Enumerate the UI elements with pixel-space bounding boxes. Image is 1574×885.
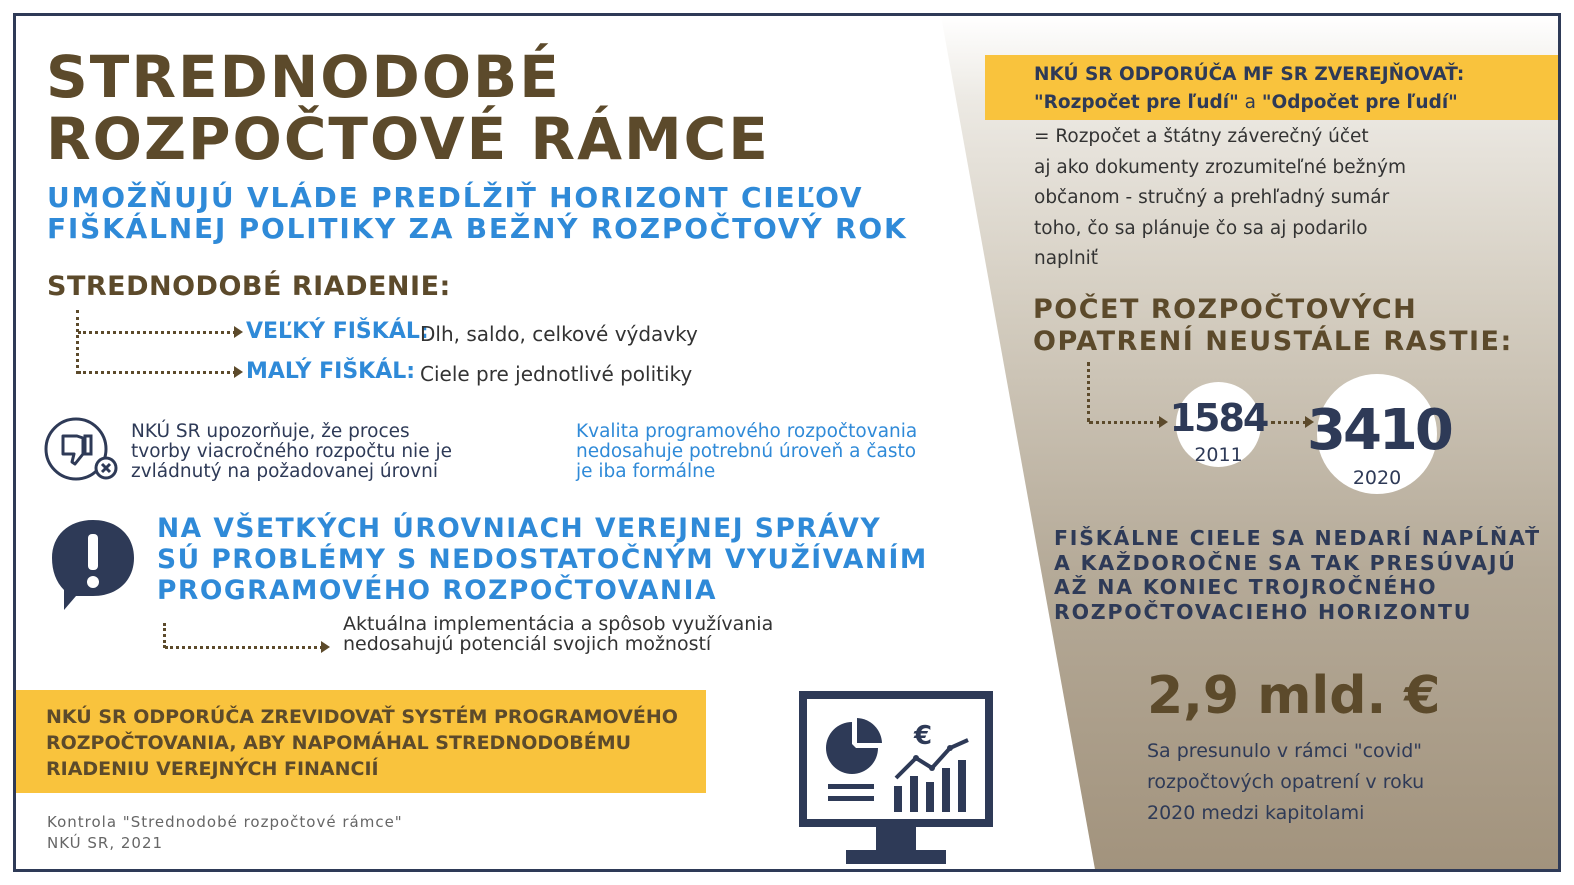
alert-line: SÚ PROBLÉMY S NEDOSTATOČNÝM VYUŽÍVANÍM	[157, 544, 928, 575]
fiscal-goals-line: AŽ NA KONIEC TROJROČNÉHO	[1054, 575, 1438, 599]
alert-text	[157, 513, 928, 606]
warning-line: NKÚ SR upozorňuje, že proces	[131, 421, 410, 442]
measures-heading-line: POČET ROZPOČTOVÝCH	[1033, 294, 1418, 325]
title-line-1: STREDNODOBÉ	[46, 43, 561, 111]
page-title	[46, 43, 770, 173]
measures-connector	[1089, 421, 1161, 424]
big-fiscal-text: Dlh, saldo, celkové výdavky	[420, 322, 698, 346]
fiscal-goals-line: FIŠKÁLNE CIELE SA NEDARÍ NAPĹŇAŤ	[1054, 526, 1541, 550]
measures-heading	[1033, 294, 1513, 358]
recommendation-body-line: = Rozpočet a štátny záverečný účet	[1034, 126, 1369, 147]
big-fiscal-label: VEĽKÝ FIŠKÁL:	[246, 319, 429, 344]
implementation-connector	[165, 646, 323, 649]
subtitle-line-1: UMOŽŇUJÚ VLÁDE PREDĹŽIŤ HORIZONT CIEĽOV	[47, 181, 864, 214]
small-fiscal-label: MALÝ FIŠKÁL:	[246, 359, 416, 384]
arrow-right-icon	[321, 641, 330, 653]
quality-line: je iba formálne	[576, 461, 716, 482]
exclamation-icon	[48, 516, 138, 612]
covid-description-line: 2020 medzi kapitolami	[1147, 802, 1365, 824]
small-fiscal-text: Ciele pre jednotlivé politiky	[420, 362, 693, 386]
warning-line: zvládnutý na požadovanej úrovni	[131, 461, 438, 482]
title-line-2: ROZPOČTOVÉ RÁMCE	[46, 105, 770, 173]
document-join: a	[1238, 92, 1262, 113]
document-budget: "Rozpočet pre ľudí"	[1034, 92, 1239, 113]
implementation-text	[343, 614, 773, 654]
footer-line-2: NKÚ SR, 2021	[47, 834, 164, 852]
arrow-right-icon	[234, 326, 243, 338]
measures-growth-connector	[1271, 421, 1307, 424]
covid-amount: 2,9 mld. €	[1147, 666, 1441, 726]
recommendation-line: ROZPOČTOVANIA, ABY NAPOMÁHAL STREDNODOBÉMU	[46, 732, 632, 754]
implementation-line: Aktuálna implementácia a spôsob využívania	[343, 613, 774, 635]
warning-line: tvorby viacročného rozpočtu nie je	[131, 441, 452, 462]
fiscal-goals-line: ROZPOČTOVACIEHO HORIZONTU	[1054, 599, 1473, 624]
footer-source	[47, 812, 403, 854]
infographic-frame	[13, 13, 1561, 872]
covid-description-line: Sa presunulo v rámci "covid"	[1147, 740, 1422, 762]
fiscal-goals-text	[1054, 526, 1541, 624]
recommendation-body-line: naplniť	[1034, 248, 1099, 269]
footer-line-1: Kontrola "Strednodobé rozpočtové rámce"	[47, 813, 403, 831]
recommendation-body-line: občanom - stručný a prehľadný sumár	[1034, 187, 1390, 208]
measures-2020-year: 2020	[1352, 467, 1402, 489]
thumbs-down-icon	[43, 416, 123, 482]
implementation-line: nedosahujú potenciál svojich možností	[343, 633, 712, 655]
measures-connector-vertical	[1087, 362, 1090, 422]
quality-line: nedosahuje potrebnú úroveň a často	[576, 441, 917, 462]
currency-symbol: €	[914, 721, 933, 751]
document-report: "Odpočet pre ľudí"	[1261, 92, 1458, 113]
management-connector-1	[78, 331, 236, 334]
recommendation-right-documents	[1034, 92, 1458, 113]
recommendation-left-text	[46, 704, 678, 782]
management-heading: STREDNODOBÉ RIADENIE:	[47, 271, 451, 302]
management-connector-2	[78, 371, 236, 374]
alert-line: PROGRAMOVÉHO ROZPOČTOVANIA	[157, 575, 717, 606]
page-subtitle	[47, 182, 907, 244]
subtitle-line-2: FIŠKÁLNEJ POLITIKY ZA BEŽNÝ ROZPOČTOVÝ ROK	[47, 212, 908, 245]
recommendation-right-heading: NKÚ SR ODPORÚČA MF SR ZVEREJŇOVAŤ:	[1034, 64, 1465, 85]
measures-2020-value: 3410	[1307, 398, 1451, 463]
recommendation-line: RIADENIU VEREJNÝCH FINANCIÍ	[46, 758, 379, 780]
recommendation-right-body	[1034, 122, 1406, 275]
measures-2011-value: 1584	[1169, 396, 1268, 440]
measures-2011-year: 2011	[1194, 444, 1243, 466]
recommendation-body-line: aj ako dokumenty zrozumiteľné bežným	[1034, 156, 1407, 178]
quality-line: Kvalita programového rozpočtovania	[576, 421, 918, 442]
alert-line: NA VŠETKÝCH ÚROVNIACH VEREJNEJ SPRÁVY	[157, 513, 882, 544]
management-connector-vertical	[76, 310, 79, 374]
fiscal-goals-line: A KAŽDOROČNE SA TAK PRESÚVAJÚ	[1054, 550, 1517, 575]
recommendation-line: NKÚ SR ODPORÚČA ZREVIDOVAŤ SYSTÉM PROGRAMOVÉHO	[46, 706, 678, 728]
warning-text	[131, 422, 452, 482]
monitor-chart-icon	[796, 688, 996, 868]
quality-text	[576, 422, 917, 482]
covid-description-line: rozpočtových opatrení v roku	[1147, 771, 1425, 793]
measures-heading-line: OPATRENÍ NEUSTÁLE RASTIE:	[1033, 326, 1513, 357]
arrow-right-icon	[234, 366, 243, 378]
covid-description	[1147, 736, 1424, 829]
recommendation-body-line: toho, čo sa plánuje čo sa aj podarilo	[1034, 217, 1368, 239]
implementation-connector-vertical	[163, 623, 166, 648]
